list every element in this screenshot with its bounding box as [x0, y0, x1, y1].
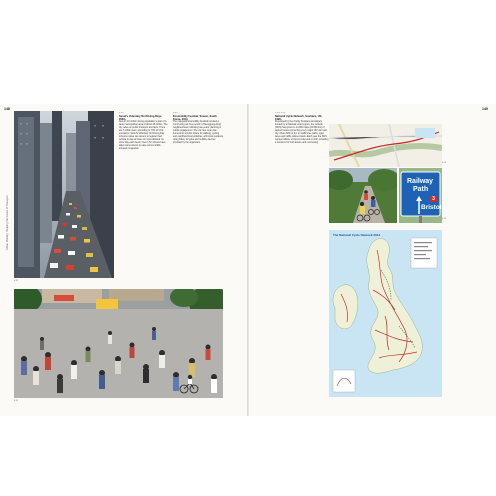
caption-national-cycle-network: [275, 112, 329, 217]
photo-label-4-23: 4.23: [14, 280, 19, 282]
caption-title: Seoul's Voluntary No Driving Days, 2003–: [119, 114, 163, 121]
photo-label-4-26: 4.26: [442, 218, 447, 220]
photo-seoul-traffic: [14, 111, 114, 278]
left-page-number: 148: [4, 107, 10, 111]
sign-route-number: 3: [432, 195, 435, 202]
caption-figure-number: 4.24: [173, 112, 178, 114]
photo-cycle-path: [329, 168, 397, 223]
caption-figure-number: 4.25, 4.26: [275, 112, 286, 114]
caption-title: National Cycle Network, Sustrans, UK, 1995–: [275, 114, 323, 121]
sign-line-railway: Railway: [407, 178, 434, 185]
map-title: The National Cycle Network 2013: [333, 233, 381, 237]
photo-label-4-25: 4.25: [442, 162, 447, 164]
book-gutter: [247, 104, 249, 416]
left-sidebar-running-text: Urban Mobility: Shaping the Future of Transport: [6, 195, 9, 250]
sign-destination: Bristol: [421, 204, 442, 211]
photo-railway-path-sign: [399, 168, 442, 223]
map-national-cycle-network: [329, 230, 442, 397]
caption-seoul: [119, 112, 169, 262]
caption-figure-number: 4.23: [119, 112, 124, 114]
caption-body: Seoul's 10 million strong population is part of a wider metropolitan area of about 25 million. The city relies on public transport and taxis. There are 3 million cars, according to 70% of CO2 emissions. Seoul's Voluntary No Driving Day scheme invites car owners to register their vehicle to stay at home on a pre-allowed 'no drive' day each week. Over 1.5m drivers have taken some drivers to ease current traffic-induced congestion.: [119, 121, 168, 150]
caption-title: Ecomobility Festival, Suwon, South Korea, 2013: [173, 114, 217, 121]
caption-ecomobility: [173, 112, 223, 192]
caption-body: Developed by the charity Sustrans and largely funded by a National Lottery grant, the network (NCN) has grown to 14,000 miles (22,500 km) of signed routes connecting every major UK town and city. About 60% of it is on traffic-free paths, quiet lanes and traffic-calmed roads. Each year the NCN carries millions of trips by bike and on foot, providing a resource for both leisure and commuting.: [275, 121, 329, 144]
photo-label-4-24: 4.24: [14, 400, 19, 402]
sign-line-path: Path: [413, 186, 429, 193]
photo-route-map-detail: [329, 124, 442, 167]
caption-body: The inaugural Ecomobility Festival involved a month-long car-free period in Haenggung-dong neighbourhood, following two years' planning in public engagement. The car-free zone was turned into a public space for walking, cycling and neighbourhood activities, with local residents using bikes, tricycles and mobility devices provided by the organisers.: [173, 121, 223, 144]
right-page-number: 149: [482, 107, 488, 111]
photo-ecomobility-festival: [14, 289, 223, 398]
